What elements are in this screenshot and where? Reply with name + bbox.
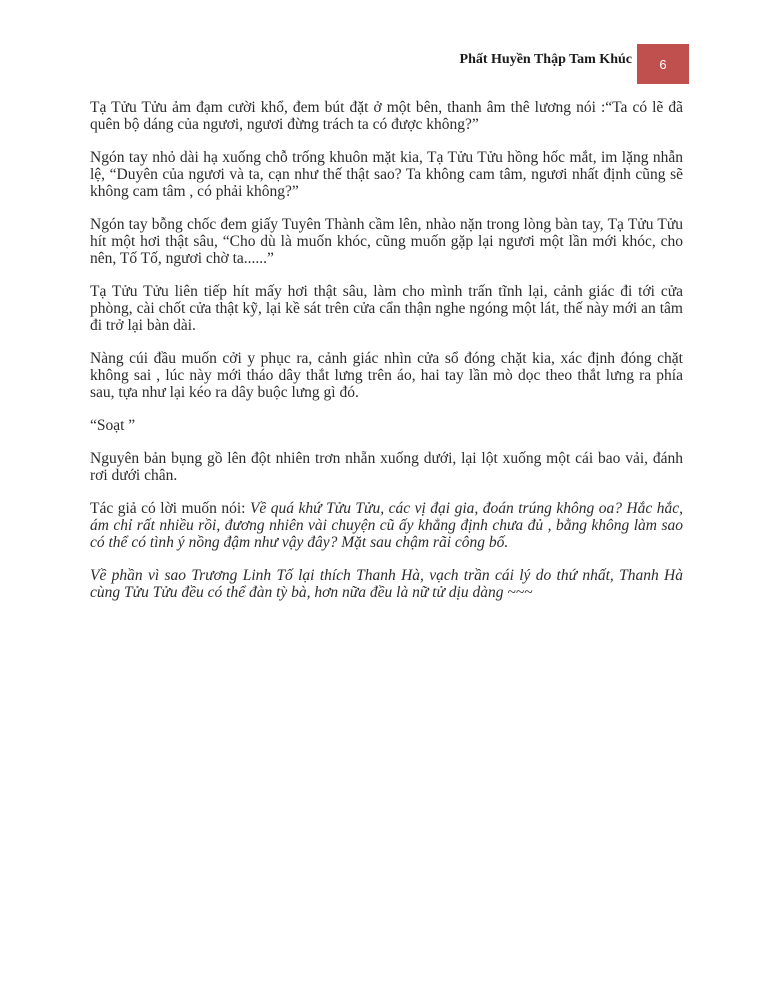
paragraph-2: Ngón tay nhỏ dài hạ xuống chỗ trống khuôn mặt kia, Tạ Tửu Tửu hồng hốc mắt, im lặng nhẫn lệ, “Duyên của ngươi và ta, cạn như thế thật sao? Ta không cam tâm, ngươi nhất định cũng sẽ không cam tâm , có phải không?” (90, 149, 683, 200)
author-note-2-text: Về phần vì sao Trương Linh Tố lại thích Thanh Hà, vạch trần cái lý do thứ nhất, Thanh Hà cùng Tửu Tửu đều có thể đàn tỳ bà, hơn nữa đều là nữ tử dịu dàng ~~~ (90, 567, 683, 601)
paragraph-5: Nàng cúi đầu muốn cởi y phục ra, cảnh giác nhìn cửa sổ đóng chặt kia, xác định đóng chặt không sai , lúc này mới tháo dây thắt lưng trên áo, hai tay lần mò dọc theo thắt lưng ra phía sau, tựa như lại kéo ra dây buộc lưng gì đó. (90, 350, 683, 401)
document-body (90, 99, 683, 617)
paragraph-6: “Soạt ” (90, 417, 136, 434)
page-number: 6 (659, 56, 667, 72)
paragraph-1: Tạ Tửu Tửu ảm đạm cười khổ, đem bút đặt ở một bên, thanh âm thê lương nói :“Ta có lẽ đã quên bộ dáng của ngươi, ngươi đừng trách ta có được không?” (90, 99, 683, 133)
author-note-lead: Tác giả có lời muốn nói: (90, 500, 250, 517)
paragraph-4: Tạ Tửu Tửu liên tiếp hít mấy hơi thật sâu, làm cho mình trấn tĩnh lại, cảnh giác đi tới cửa phòng, cài chốt cửa thật kỹ, lại kề sát trên cửa cẩn thận nghe ngóng một lát, thế này mới an tâm đi trở lại bàn dài. (90, 283, 683, 334)
paragraph-3: Ngón tay bỗng chốc đem giấy Tuyên Thành cầm lên, nhào nặn trong lòng bàn tay, Tạ Tửu Tửu hít một hơi thật sâu, “Cho dù là muốn khóc, cũng muốn gặp lại ngươi một lần mới khóc, cho nên, Tố Tố, ngươi chờ ta......” (90, 216, 683, 267)
author-note (90, 500, 683, 551)
header-title: Phất Huyền Thập Tam Khúc (459, 52, 632, 67)
page-number-badge (637, 44, 689, 84)
paragraph-7: Nguyên bản bụng gồ lên đột nhiên trơn nhẵn xuống dưới, lại lột xuống một cái bao vải, đánh rơi dưới chân. (90, 450, 683, 484)
author-note-text: Về quá khứ Tửu Tửu, các vị đại gia, đoán trúng không oa? Hắc hắc, ám chỉ rất nhiều rồi, đương nhiên vài chuyện cũ ấy khẳng định chưa đủ , bằng không làm sao có thể có tình ý nồng đậm như vậy đây? Mặt sau chậm rãi công bố. (90, 500, 683, 551)
author-note-2 (90, 567, 683, 601)
